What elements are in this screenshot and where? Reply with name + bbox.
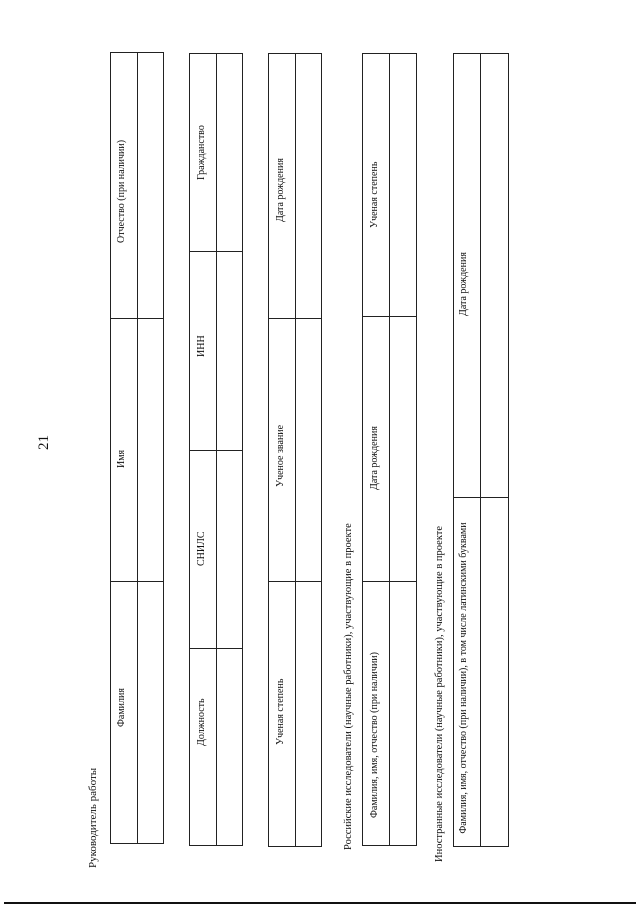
russian-title: Российские исследователи (научные работники), участвующие в проекте [343,523,354,850]
column-header: Фамилия, имя, отчество (при наличии), в том числе латинскими буквами [458,522,469,834]
column-header: Дата рождения [458,252,469,316]
column-header: Дата рождения [369,426,380,490]
column-header: Гражданство [196,125,207,180]
head-title: Руководитель работы [87,767,99,868]
foreign-title: Иностранные исследователи (научные работники), участвующие в проекте [434,525,445,862]
column-header: Дата рождения [275,158,286,222]
column-header: Ученое звание [275,424,286,487]
column-header: Фамилия, имя, отчество (при наличии) [369,652,380,818]
column-header: Ученая степень [275,678,286,745]
column-header: Должность [196,698,207,746]
column-header: Фамилия [116,688,127,727]
scan-edge [4,902,636,904]
column-header: Имя [116,449,127,468]
column-header: Ученая степень [369,161,380,228]
column-header: СНИЛС [196,531,207,566]
column-header: Отчество (при наличии) [116,139,127,243]
page-number: 21 [36,435,52,450]
column-header: ИНН [196,335,207,357]
